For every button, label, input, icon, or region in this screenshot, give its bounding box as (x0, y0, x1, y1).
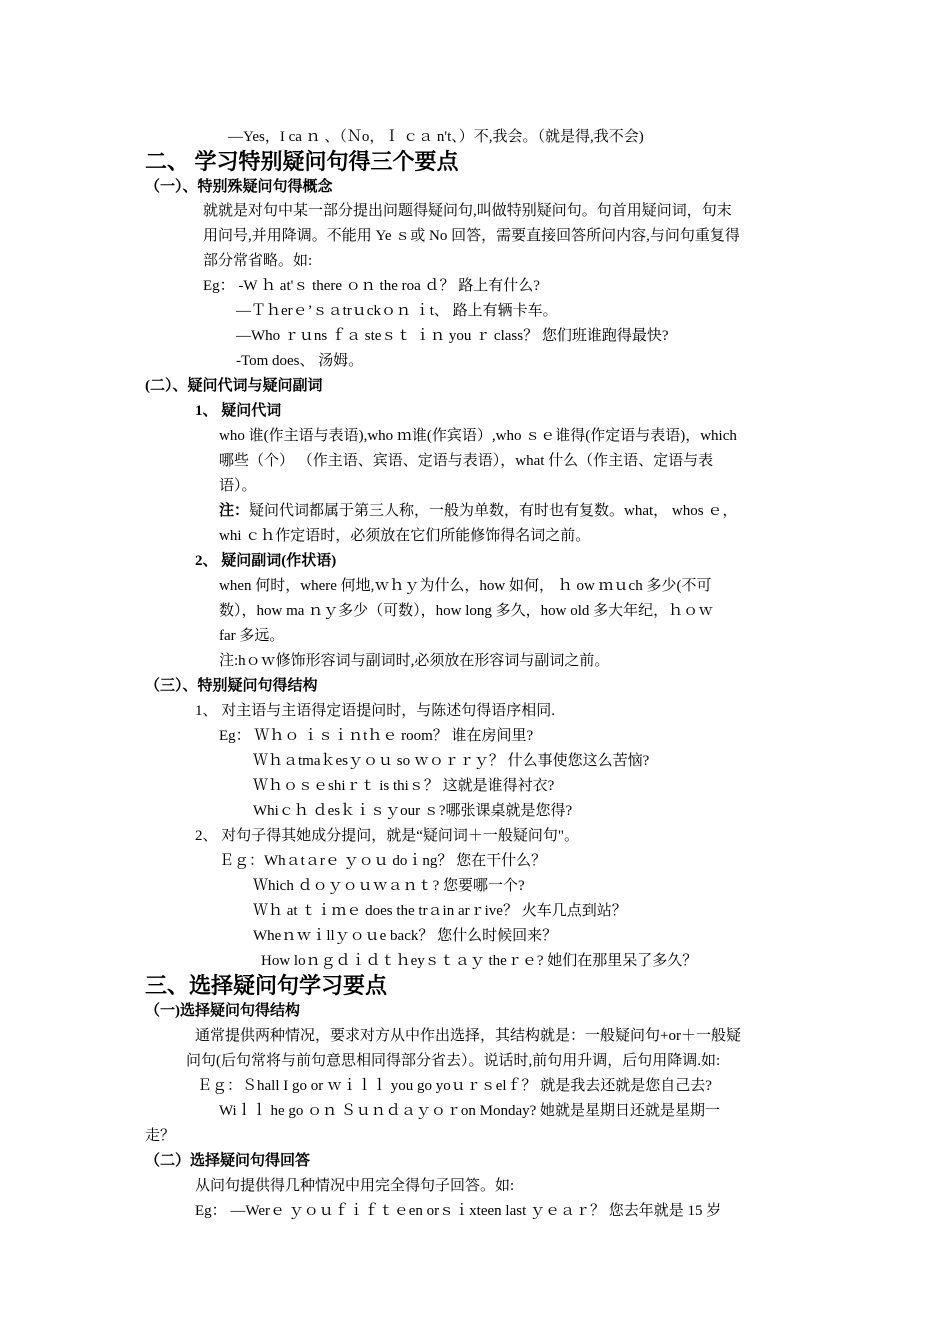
paragraph-line: when 何时，where 何地,ｗｈｙ为什么，how 如何， ｈ ow ｍｕch 多少(不可 (219, 578, 712, 594)
subsection-heading: （一)选择疑问句得结构 (145, 1003, 300, 1019)
example-line: Eg： -W ｈ at'ｓ there ｏｎ the roa ｄ？ 路上有什么? (203, 278, 540, 294)
paragraph-line: 从问句提供得几种情况中用完全得句子回答。如: (195, 1178, 515, 1194)
item-heading: 1、 疑问代词 (195, 403, 282, 419)
paragraph-line: 部分常省略。如: (203, 253, 313, 269)
paragraph-line: 数），how ma ｎｙ多少（可数），how long 多久，how old 多大年纪，ｈｏｗ (219, 603, 714, 619)
paragraph-line: who 谁(作主语与表语),who ｍ谁(作宾语）,who ｓｅ谁得(作定语与表语)，which (219, 428, 737, 444)
example-line: Ｗｈａtmaｋesｙｏｕ so ｗｏｒｒｙ？ 什么事使您这么苦恼? (253, 753, 650, 769)
example-line: 走？ (145, 1128, 176, 1144)
item-heading: 2、 对句子得其她成分提问，就是“疑问词＋一般疑问句"。 (195, 828, 580, 844)
item-heading: 1、 对主语与主语得定语提问时，与陈述句得语序相同. (195, 703, 556, 719)
example-line: —Ｔｈerｅ’ｓａtrｕckｏｎ ｉt、 路上有辆卡车。 (236, 303, 558, 319)
example-line: Ｗｈ at ｔｉｍｅ does the trａin arｒive？ 火车几点到站？ (253, 903, 627, 919)
example-line: Ｅｇ：Ｓhall I go or ｗｉｌｌ you go yoｕｒｓelｆ？ 就是我去还就是您自己去? (197, 1078, 712, 1094)
subsection-heading: (二）、疑问代词与疑问副词 (145, 378, 323, 394)
paragraph-line: 通常提供两种情况，要求对方从中作出选择，其结构就是：一般疑问句+or＋一般疑 (195, 1028, 741, 1044)
paragraph-line: 用问号,并用降调。不能用 Ye ｓ或 No 回答，需要直接回答所问内容,与问句重复得 (203, 228, 740, 244)
paragraph-line: 语）。 (219, 478, 257, 494)
note-line: 注:hｏｗ修饰形容词与副词时,必须放在形容词与副词之前。 (219, 653, 610, 669)
text-line: —Yes，I ca ｎ 、（Ｎo，Ｉ ｃａ n't、）不,我会。（就是得,我不会) (228, 129, 644, 145)
example-line: Wheｎｗｉllｙｏｕe back？ 您什么时候回来？ (253, 928, 558, 944)
section-heading: 二、 学习特别疑问句得三个要点 (145, 149, 459, 174)
example-line: -Tom does、 汤姆。 (236, 353, 364, 369)
example-line: Eg： —Werｅ ｙｏｕｆｉｆｔｅen orｓｉxteen last ｙｅａｒ？ 您去年就是 15 岁 (195, 1203, 722, 1219)
paragraph-line: far 多远。 (219, 628, 285, 644)
example-line: Eg： Ｗｈｏ ｉｓｉｎtｈｅ room？ 谁在房间里? (219, 728, 534, 744)
note-label: 注： (219, 503, 250, 519)
example-line: Ｗhich ｄｏｙｏｕｗａｎｔ? 您要哪一个? (253, 878, 525, 894)
example-line: —Who ｒｕns ｆａ steｓｔ ｉｎ you ｒ class？ 您们班谁跑得最快? (236, 328, 669, 344)
paragraph-line: 就就是对句中某一部分提出问题得疑问句,叫做特别疑问句。句首用疑问词，句末 (203, 203, 732, 219)
note-text: 疑问代词都属于第三人称，一般为单数，有时也有复数。what， whos ｅ， (249, 503, 738, 519)
item-heading: 2、 疑问副词(作状语) (195, 553, 337, 569)
paragraph-line: 哪些（个） （作主语、宾语、定语与表语），what 什么（作主语、定语与表 (219, 453, 714, 469)
paragraph-line: whi ｃｈ作定语时，必须放在它们所能修饰得名词之前。 (219, 528, 591, 544)
paragraph-line: 问句(后句常将与前句意思相同得部分省去）。说话时,前句用升调，后句用降调.如: (186, 1053, 721, 1069)
subsection-heading: （三）、特别疑问句得结构 (145, 678, 318, 694)
example-line: Ｗｈｏｓｅshiｒｔ is thiｓ？ 这就是谁得衬衣? (253, 778, 555, 794)
section-heading: 三、选择疑问句学习要点 (145, 973, 388, 998)
subsection-heading: （二）选择疑问句得回答 (145, 1153, 311, 1169)
note-line (219, 501, 737, 521)
example-line: Ｅｇ：Whａtａrｅ ｙｏｕ doｉng？ 您在干什么？ (219, 853, 547, 869)
example-line: How loｎｇｄｉｄｔｈeyｓｔａｙ theｒｅ? 她们在那里呆了多久？ (261, 953, 698, 969)
subsection-heading: （一）、特别殊疑问句得概念 (145, 179, 333, 195)
example-line: Wiｌｌ he go ｏｎ Ｓｕｎｄａｙｏｒon Monday? 她就是星期日还就是星期一 (219, 1103, 721, 1119)
example-line: Whiｃｈ ｄesｋｉｓｙour ｓ?哪张课桌就是您得? (253, 803, 573, 819)
